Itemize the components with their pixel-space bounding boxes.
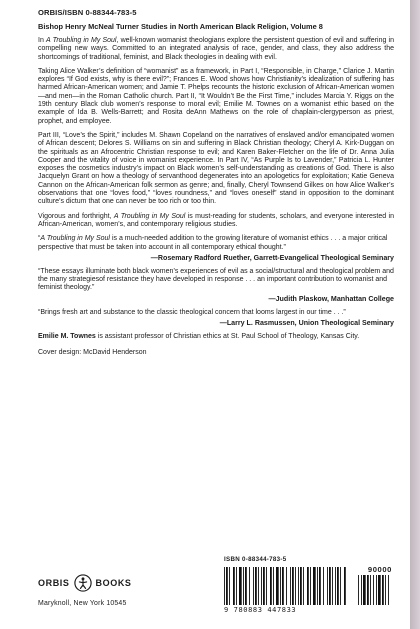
quote-text: “These essays illuminate both black women’s experiences of evil as a social/structural and theological problem and the many strategiesof resistance they have developed in response . . . an important contribution to womanist and feminist theology.” [38, 267, 394, 292]
cover-design-credit: Cover design: McDavid Henderson [38, 349, 147, 357]
cover-text [38, 8, 394, 358]
barcode-bar [229, 567, 230, 605]
part3-paragraph: Part III, “Love’s the Spirit,” includes M. Shawn Copeland on the narratives of enslaved and/or emancipated women of African descent; Delores S. Williams on sin and suffering in Black Christian theology; Cheryl A. Kirk-Duggan on the spirituals as an Afrocentric Christian response to evil; and Karen Baker-Fletcher on the life of Dr. Anna Julia Cooper and the vitality of voice in womanist experience. In Part IV, “As Purple Is to Lavender,” Patricia L. Hunter exposes the cosmetics industry’s impact on Black women’s self-understanding as creations of God. There is also Jacquelyn Grant on how a theology of servanthood degenerates into an apologetics for exploitation; Katie Geneva Cannon on the African-American folk sermon as genre; and, finally, Cheryl Townsend Gilkes on how Alice Walker’s observations that one “loves food,” “loves roundness,” and “loves oneself” stand in opposition to the dominant culture’s dictum that one can never be too rich or too thin. [38, 131, 394, 206]
barcode-bar [363, 575, 366, 605]
author-bio: Emilie M. Townes is assistant professor of Christian ethics at St. Paul School of Theology, Kansas City. [38, 333, 360, 341]
barcode-icon [224, 567, 348, 605]
barcode-bar [329, 567, 331, 605]
barcode-bar [337, 567, 339, 605]
endorsement-quote [38, 235, 394, 262]
barcode-bar [224, 567, 225, 605]
intro-paragraph: In A Troubling in My Soul, well-known womanist theologians explore the persistent question of evil and suffering in compelling new ways. Committed to an integrated analysis of race, gender, and class, they also address the shortcomings of traditional, feminist, and Black theologies in dealing with evil. [38, 37, 394, 61]
summary-paragraph: Vigorous and forthright, A Troubling in My Soul is must-reading for students, scholars, and everyone interested in African-American, women’s, and contemporary religious studies. [38, 212, 394, 228]
price-code: 90000 [367, 565, 392, 574]
barcode-bar [282, 567, 284, 605]
barcode-bar [373, 575, 374, 605]
barcode-bar [385, 575, 386, 605]
globe-figure-icon [74, 574, 92, 592]
barcode-bar [358, 575, 359, 605]
barcode-bar [249, 567, 250, 605]
barcode-digits: 9 780883 447833 [224, 606, 297, 614]
barcode-bar [335, 567, 336, 605]
barcode-bar [327, 567, 328, 605]
barcode-bar [276, 567, 279, 605]
barcode-bar [310, 567, 311, 605]
publisher-block [38, 574, 188, 624]
barcode-bar [303, 567, 304, 605]
book-title: A Troubling in My Soul [46, 37, 117, 44]
barcode-bar [295, 567, 296, 605]
part1-paragraph: Taking Alice Walker’s definition of “womanist” as a framework, in Part I, “Responsible, in Charge,” Clarice J. Martin explores “If God exists, why is there evil?”; Frances E. Wood shows how Christianity’s idealization of suffering has harmed African-American women; and Jamie T. Phelps recounts the historic exclusion of African-American women—and men—in the Roman Catholic church. Part II, “It Wouldn’t Be the First Time,” includes Marcia Y. Riggs on the 19th century Black club women’s response to moral evil; Emilie M. Townes on a womanist ethic based on the example of Ida B. Wells-Barrett; and Rosita deAnn Mathews on the role of chaplain-clergyperson as priest, prophet, and employee. [38, 67, 394, 125]
barcode-bar [300, 567, 302, 605]
barcode-bar [307, 567, 309, 605]
barcode-bar [236, 567, 237, 605]
quote-attribution: —Rosemary Radford Ruether, Garrett-Evangelical Theological Seminary [150, 253, 394, 262]
barcode-bar [263, 567, 265, 605]
barcode-bar [266, 567, 267, 605]
barcode-bar [319, 567, 321, 605]
quote-text: “Brings fresh art and substance to the classic theological concern that looms largest in our time . . .” [38, 308, 346, 316]
publisher-name-left: ORBIS [38, 578, 70, 588]
endorsement-quote [38, 309, 394, 327]
barcode-bar [245, 567, 247, 605]
barcode-bar [243, 567, 244, 605]
barcode-bar [280, 567, 281, 605]
barcode-bar [286, 567, 287, 605]
endorsement-quote [38, 268, 394, 303]
barcode-bar [332, 567, 333, 605]
barcode-bar [290, 567, 291, 605]
barcode-bar [258, 567, 259, 605]
barcode-bar [340, 567, 341, 605]
series-title: Bishop Henry McNeal Turner Studies in North American Black Religion, Volume 8 [38, 22, 323, 31]
barcode-bar [344, 567, 346, 605]
barcode-bar [261, 567, 262, 605]
barcode-bar [313, 567, 316, 605]
quote-attribution: —Larry L. Rasmussen, Union Theological Seminary [219, 319, 394, 328]
barcode-bar [367, 575, 369, 605]
barcode-bar [255, 567, 257, 605]
barcode-block [224, 556, 394, 618]
barcode-bar [378, 575, 381, 605]
barcode-bar [388, 575, 389, 605]
barcode-bar [273, 567, 274, 605]
author-name: Emilie M. Townes [38, 333, 96, 341]
barcode-bar [323, 567, 324, 605]
isbn-header: ORBIS/ISBN 0-88344-783-5 [38, 8, 137, 17]
barcode-isbn: ISBN 0-88344-783-5 [224, 556, 287, 563]
cover-edge [410, 0, 420, 629]
barcode-bar [270, 567, 272, 605]
barcode-bar [361, 575, 362, 605]
barcode-bar [317, 567, 318, 605]
publisher-name-right: BOOKS [95, 578, 132, 588]
barcode-bar [370, 575, 371, 605]
barcode-bar [239, 567, 242, 605]
barcode-bar [298, 567, 299, 605]
barcode-bar [292, 567, 294, 605]
barcode-bar [382, 575, 384, 605]
barcode-bar [233, 567, 235, 605]
price-barcode-icon [358, 575, 392, 605]
quote-text: “A Troubling in My Soul is a much-needed addition to the growing literature of womanist ethics . . . a major critical perspective that must be taken into account in all contemporary ethical thought.” [38, 235, 388, 251]
publisher-address: Maryknoll, New York 10545 [38, 600, 127, 607]
barcode-bar [376, 575, 377, 605]
book-title: A Troubling in My Soul [113, 212, 186, 220]
barcode-bar [253, 567, 254, 605]
quote-attribution: —Judith Plaskow, Manhattan College [268, 294, 394, 303]
publisher-logo [38, 574, 188, 592]
barcode-bar [226, 567, 228, 605]
